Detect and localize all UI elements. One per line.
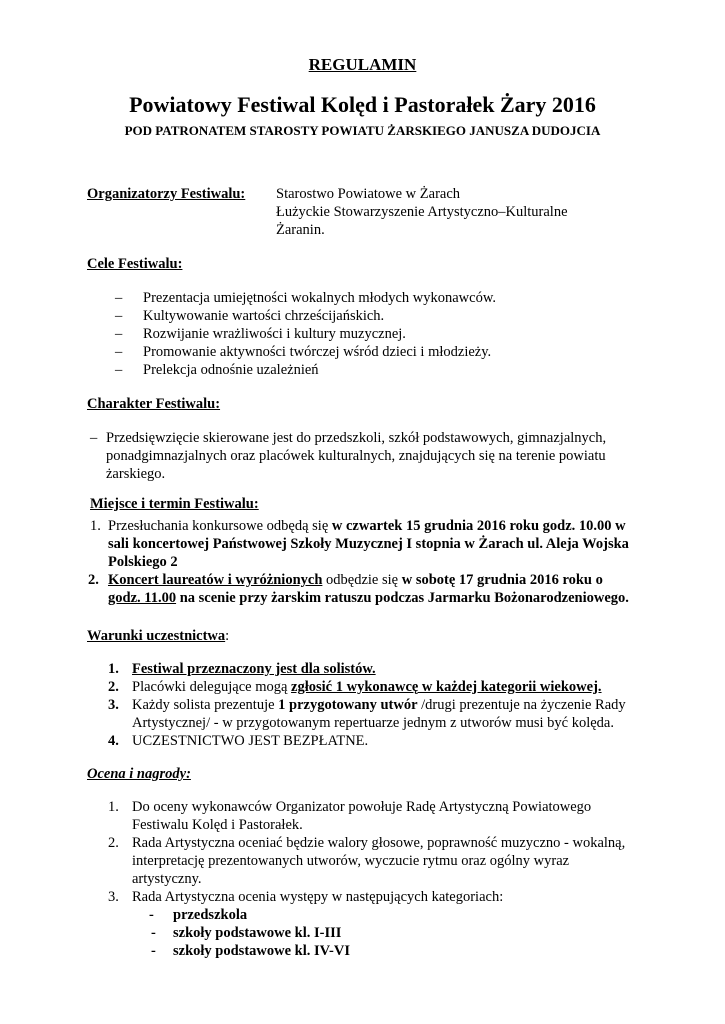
character-line-2: ponadgimnazjalnych oraz placówek kulturalnych, znajdujących się na terenie powiatu xyxy=(106,448,606,464)
dash-marker: – xyxy=(90,430,98,446)
patronage-subtitle: POD PATRONATEM STAROSTY POWIATU ŻARSKIEGO JANUSZA DUDOJCIA xyxy=(124,123,601,138)
character-line-1: Przedsięwzięcie skierowane jest do przedszkoli, szkół podstawowych, gimnazjalnych, xyxy=(106,430,607,446)
goals-heading: Cele Festiwalu: xyxy=(87,256,183,272)
award-2-line-3: artystyczny. xyxy=(132,871,202,887)
venue-item-2-line-2 xyxy=(108,589,629,607)
award-1-line-2: Festiwalu Kolęd i Pastorałek. xyxy=(132,817,303,833)
dash-marker: – xyxy=(115,362,123,378)
dash-marker: – xyxy=(115,308,123,324)
category-item: szkoły podstawowe kl. I-III xyxy=(173,925,342,941)
award-number-2: 2. xyxy=(108,835,119,851)
condition-text xyxy=(132,678,602,696)
organizer-line-2: Łużyckie Stowarzyszenie Artystyczno–Kulturalne xyxy=(276,204,568,220)
character-line-3: żarskiego. xyxy=(106,466,166,482)
conditions-label: Warunki uczestnictwa xyxy=(87,628,226,644)
award-1-line-1: Do oceny wykonawców Organizator powołuje Radę Artystyczną Powiatowego xyxy=(132,799,592,815)
character-heading: Charakter Festiwalu: xyxy=(87,396,221,412)
venue-date-1: w czwartek 15 grudnia 2016 roku godz. 10.00 w xyxy=(331,518,626,534)
organizer-line-3: Żaranin. xyxy=(276,222,325,238)
condition-text-a: Każdy solista prezentuje xyxy=(132,697,279,713)
goal-text: Promowanie aktywności twórczej wśród dzieci i młodzieży. xyxy=(143,344,492,360)
venue-number-2: 2. xyxy=(88,572,99,588)
condition-text: UCZESTNICTWO JEST BEZPŁATNE. xyxy=(132,733,369,749)
category-item: przedszkola xyxy=(173,907,248,923)
dash-marker: – xyxy=(115,326,123,342)
conditions-colon: : xyxy=(225,628,230,644)
document-title: REGULAMIN xyxy=(308,55,417,74)
concert-label: Koncert laureatów i wyróżnionych xyxy=(108,572,323,588)
venue-item-1-line-1 xyxy=(108,517,626,535)
item-number: 4. xyxy=(108,733,119,749)
award-3-line-1: Rada Artystyczna ocenia występy w następujących kategoriach: xyxy=(132,889,504,905)
concert-time: godz. 11.00 xyxy=(108,590,177,606)
venue-text: odbędzie się xyxy=(322,572,402,588)
dash-marker: – xyxy=(115,344,123,360)
organizer-line-1: Starostwo Powiatowe w Żarach xyxy=(276,186,461,202)
category-marker: - xyxy=(149,907,154,923)
condition-3-line-2: Artystycznej/ - w przygotowanym repertuarze jednym z utworów musi być kolęda. xyxy=(132,715,614,731)
venue-item-1-line-2: sali koncertowej Państwowej Szkoły Muzycznej I stopnia w Żarach ul. Aleja Wojska xyxy=(108,536,629,552)
dash-marker: – xyxy=(115,290,123,306)
item-number: 2. xyxy=(108,679,119,695)
conditions-heading xyxy=(87,627,229,645)
award-2-line-2: interpretację prezentowanych utworów, wyczucie rytmu oraz ogólny wyraz xyxy=(132,853,570,869)
goal-text: Kultywowanie wartości chrześcijańskich. xyxy=(143,308,385,324)
condition-emphasis: 1 przygotowany utwór xyxy=(278,697,418,713)
venue-item-1-line-3: Polskiego 2 xyxy=(108,554,178,570)
venue-text: Przesłuchania konkursowe odbędą się xyxy=(108,518,332,534)
goal-text: Prelekcja odnośnie uzależnień xyxy=(143,362,319,378)
venue-date-2: w sobotę 17 grudnia 2016 roku o xyxy=(401,572,603,588)
category-marker: - xyxy=(151,943,156,959)
award-2-line-1: Rada Artystyczna oceniać będzie walory głosowe, poprawność muzyczno - wokalną, xyxy=(132,835,626,851)
award-number-1: 1. xyxy=(108,799,119,815)
venue-number-1: 1. xyxy=(90,518,101,534)
award-number-3: 3. xyxy=(108,889,119,905)
item-number: 1. xyxy=(108,661,119,677)
venue-heading: Miejsce i termin Festiwalu: xyxy=(90,496,259,512)
condition-text: Festiwal przeznaczony jest dla solistów. xyxy=(132,661,376,677)
category-item: szkoły podstawowe kl. IV-VI xyxy=(173,943,350,959)
category-marker: - xyxy=(151,925,156,941)
condition-text-a: Placówki delegujące mogą xyxy=(132,679,292,695)
condition-text xyxy=(132,696,626,714)
condition-emphasis: zgłosić 1 wykonawcę w każdej kategorii wiekowej. xyxy=(291,679,602,695)
goal-text: Rozwijanie wrażliwości i kultury muzycznej. xyxy=(143,326,406,342)
festival-title: Powiatowy Festiwal Kolęd i Pastorałek Żary 2016 xyxy=(129,92,596,117)
condition-text-b: /drugi prezentuje na życzenie Rady xyxy=(417,697,626,713)
venue-item-2-line-1 xyxy=(108,571,603,589)
organizers-heading: Organizatorzy Festiwalu: xyxy=(87,186,246,202)
concert-place: na scenie przy żarskim ratuszu podczas Jarmarku Bożonarodzeniowego. xyxy=(176,590,629,606)
goal-text: Prezentacja umiejętności wokalnych młodych wykonawców. xyxy=(143,290,496,306)
item-number: 3. xyxy=(108,697,119,713)
awards-heading: Ocena i nagrody: xyxy=(87,766,191,782)
